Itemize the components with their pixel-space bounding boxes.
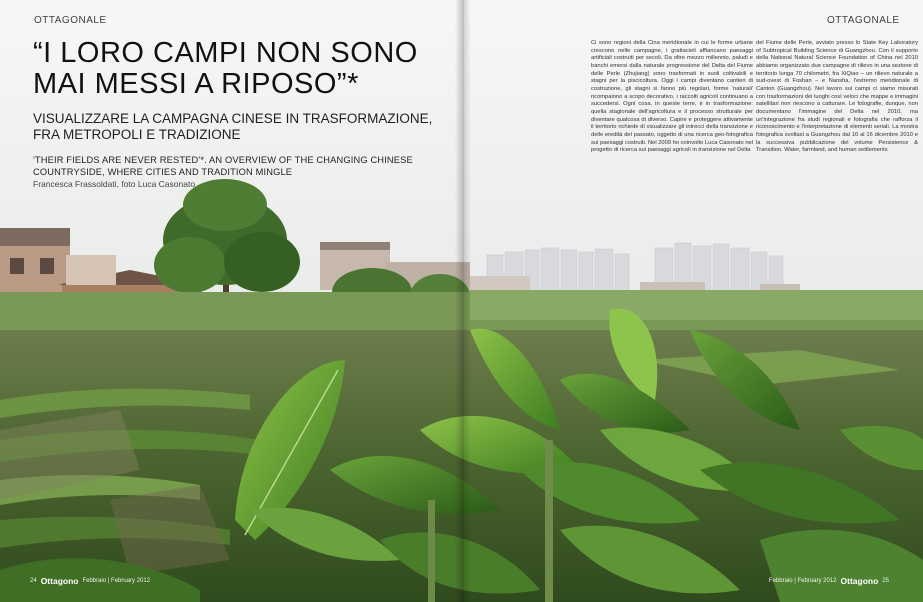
body-column-2: del Fiume delle Perle, avviato presso lo State Key Laboratory of Subtropical Building Science di Guangzhou. Con il supporto della National Natural Science Foundation of China nel 2010 abbiamo organizzato due campagne di rilievo in una sezione di territorio lunga 70 chilometri, fra XiQiao – un rilievo naturale a sud-ovest di Foshan – e Nansha, l'estremo meridionale di Canton (Guangzhou). Nel lavoro sui campi ci siamo misurati con trasformazioni dei luoghi così veloci che mappe e immagini satellitari non riescono a catturare. Le fotografie, dunque, non documentano l'immagine del Delta nel 2010, ma un'integrazione fra studi regionali e fotografia che rafforza il riconoscimento e l'interpretazione di elementi seriali. La mostra fotografica svoltasi a Guangzhou dal 10 al 16 dicembre 2010 e la successiva pubblicazione del volume Persistence & Transition. Water, farmland, and human settlements bbox=[756, 40, 918, 154]
subtitle-italian: VISUALIZZARE LA CAMPAGNA CINESE IN TRASFORMAZIONE, FRA METROPOLI E TRADIZIONE bbox=[33, 111, 433, 142]
issue-date-left: Febbraio | February 2012 bbox=[82, 578, 151, 584]
page-number-right: 25 bbox=[882, 578, 889, 584]
magazine-brand-right: Ottagono bbox=[840, 576, 879, 586]
subtitle-english: 'THEIR FIELDS ARE NEVER RESTED'*. AN OVERVIEW OF THE CHANGING CHINESE COUNTRYSIDE, WHERE CITIES AND TRADITION MINGLE bbox=[33, 155, 413, 177]
folio-left bbox=[30, 576, 150, 586]
body-column-1: Ci sono regioni della Cina meridionale in cui le forme urbane crescono nelle campagne, i grattacieli affiancano paesaggi artificiali costruiti per secoli. Da oltre mezzo millennio, paludi e banchi emersi dalla naturale progressione del Delta del Fiume delle Perle (Zhujiang) sono trasformati in suoli coltivabili e stagni per la piscicoltura. Oggi i campi diventano cantieri di costruzione, gli stagni si fanno più regolari, forme 'naturali' ricompaiono a scopo decorativo, i raccolti agricoli continuano a succedersi. Ogni cosa, in queste terre, è in trasformazione: quella stagionale dell'agricoltura e il processo strutturale per diventare qualcosa di diverso. Capire e proteggere attivamente il territorio richiede di visualizzare gli intrecci della transizione e delle eredità del passato, oggetto di una ricerca geo-fotografica sui paesaggi costruiti. Nel 2009 ho coinvolto Luca Casonato nel progetto di ricerca sui paesaggi agricoli in transizione nel Delta bbox=[591, 40, 753, 154]
magazine-brand-left: Ottagono bbox=[40, 576, 79, 586]
byline: Francesca Frassoldati, foto Luca Casonato bbox=[33, 179, 196, 189]
section-label-right: OTTAGONALE bbox=[827, 15, 900, 26]
issue-date-right: Febbraio | February 2012 bbox=[768, 578, 837, 584]
page-gutter bbox=[455, 0, 471, 602]
folio-right bbox=[769, 576, 889, 586]
page-number-left: 24 bbox=[30, 578, 37, 584]
headline: “I LORO CAMPI NON SONO MAI MESSI A RIPOSO”* bbox=[33, 37, 418, 100]
section-label-left: OTTAGONALE bbox=[34, 15, 107, 26]
